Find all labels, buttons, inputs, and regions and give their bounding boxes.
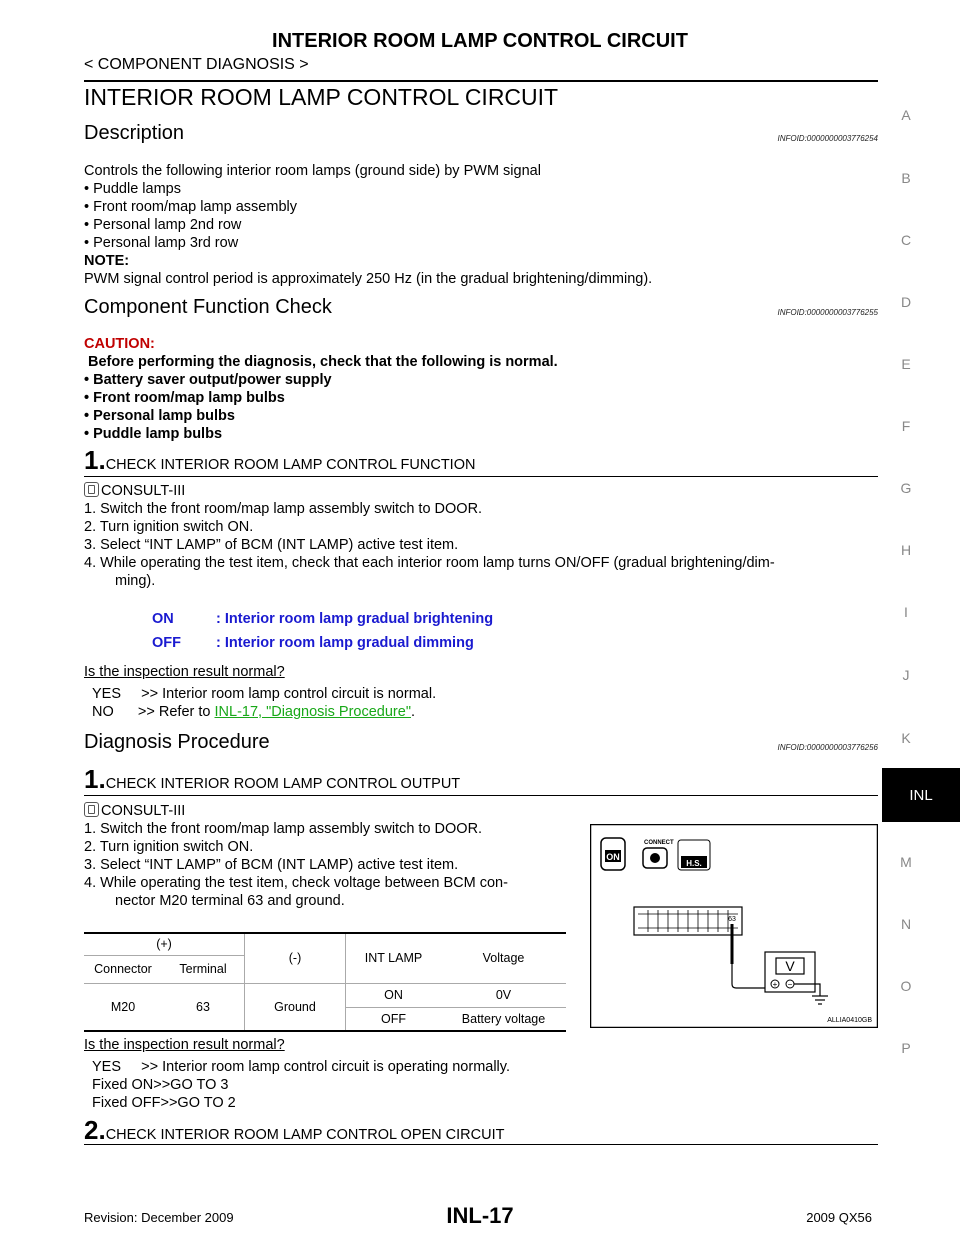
step-title: CHECK INTERIOR ROOM LAMP CONTROL FUNCTION	[105, 457, 476, 473]
caution-line: • Battery saver output/power supply	[84, 372, 332, 388]
table-cell-connector: M20	[84, 983, 162, 1031]
footer-model: 2009 QX56	[806, 1210, 872, 1225]
no-prefix: NO >> Refer to	[92, 704, 215, 720]
table-header-minus: (-)	[245, 933, 346, 983]
description-line: • Personal lamp 3rd row	[84, 235, 239, 251]
caution-line: • Personal lamp bulbs	[84, 408, 235, 424]
main-title: INTERIOR ROOM LAMP CONTROL CIRCUIT	[84, 84, 559, 110]
consult-label: CONSULT-III	[101, 483, 186, 499]
caution-block	[84, 335, 558, 443]
voltage-table	[84, 932, 566, 1032]
consult-icon	[84, 802, 99, 817]
caution-label: CAUTION:	[84, 336, 155, 352]
function-result	[84, 663, 436, 721]
diagnosis-heading: Diagnosis Procedure	[84, 731, 270, 753]
description-line: • Personal lamp 2nd row	[84, 217, 242, 233]
description-line: • Front room/map lamp assembly	[84, 199, 297, 215]
note-text: PWM signal control period is approximately 250 Hz (in the gradual brightening/dimming).	[84, 271, 653, 287]
procedure-item: 1. Switch the front room/map lamp assembly switch to DOOR.	[84, 821, 483, 837]
sidebar-letter-a: A	[901, 107, 911, 123]
table-cell-on-voltage: 0V	[441, 983, 566, 1007]
function-check-heading: Component Function Check	[84, 296, 332, 318]
procedure-item: 2. Turn ignition switch ON.	[84, 519, 254, 535]
sidebar-letter-o: O	[900, 978, 912, 994]
diagnosis-step-2	[84, 1115, 504, 1146]
description-heading: Description	[84, 122, 185, 144]
connector-figure	[590, 824, 878, 1028]
table-cell-off-voltage: Battery voltage	[441, 1007, 566, 1031]
table-cell-terminal: 63	[162, 983, 245, 1031]
function-step-1-body	[84, 482, 775, 590]
consult-icon	[84, 482, 99, 497]
diagnosis-infoid: INFOID:0000000003776256	[777, 743, 878, 752]
no-suffix: .	[410, 704, 416, 720]
sidebar-letter-p: P	[901, 1040, 911, 1056]
hs-text: H.S.	[686, 859, 702, 868]
step-number: 1.	[84, 445, 106, 475]
procedure-item: 3. Select “INT LAMP” of BCM (INT LAMP) active test item.	[84, 537, 459, 553]
description-body	[84, 162, 652, 288]
sidebar-letter-b: B	[901, 170, 911, 186]
sidebar-letter-n: N	[900, 916, 912, 932]
off-spec-label: OFF	[152, 635, 181, 651]
off-spec-text: : Interior room lamp gradual dimming	[216, 635, 474, 651]
table-cell-on: ON	[346, 983, 442, 1007]
inspection-question: Is the inspection result normal?	[84, 1037, 285, 1053]
diagnosis-procedure-link[interactable]: INL-17, "Diagnosis Procedure"	[214, 704, 411, 720]
procedure-item: 4. While operating the test item, check that each interior room lamp turns ON/OFF (gradual brightening/dim-	[84, 555, 775, 571]
sidebar-letter-h: H	[900, 542, 912, 558]
procedure-item: 4. While operating the test item, check voltage between BCM con-	[84, 875, 508, 891]
step-number: 2.	[84, 1115, 106, 1145]
header-rule	[84, 80, 878, 82]
sidebar-letter-m: M	[900, 854, 912, 870]
sidebar-letter-d: D	[900, 294, 912, 310]
sidebar-letter-e: E	[901, 356, 911, 372]
step-rule	[84, 795, 878, 796]
sidebar-letter-f: F	[901, 418, 911, 434]
voltmeter-letter: V	[785, 958, 795, 974]
diagnosis-step-1	[84, 764, 460, 795]
connect-text: CONNECT	[644, 840, 674, 846]
inspection-question: Is the inspection result normal?	[84, 664, 285, 680]
procedure-item: ming).	[115, 573, 156, 589]
consult-label: CONSULT-III	[101, 803, 186, 819]
table-cell-minus: Ground	[245, 983, 346, 1031]
procedure-item: nector M20 terminal 63 and ground.	[115, 893, 345, 909]
procedure-item: 3. Select “INT LAMP” of BCM (INT LAMP) active test item.	[84, 857, 459, 873]
step-number: 1.	[84, 764, 106, 794]
table-header-terminal: Terminal	[162, 955, 245, 983]
function-check-infoid: INFOID:0000000003776255	[777, 308, 878, 317]
meter-minus: −	[787, 980, 793, 989]
caution-line: • Puddle lamp bulbs	[84, 426, 223, 442]
meter-plus: +	[772, 980, 778, 989]
sidebar-letter-c: C	[900, 232, 912, 248]
sidebar-letter-i: I	[904, 604, 908, 620]
table-header-connector: Connector	[84, 955, 162, 983]
diagnosis-result	[84, 1036, 510, 1112]
procedure-item: 2. Turn ignition switch ON.	[84, 839, 254, 855]
function-step-1	[84, 445, 475, 476]
table-cell-off: OFF	[346, 1007, 442, 1031]
sidebar-tab-inl: INL	[882, 768, 960, 822]
connector-diagram	[590, 824, 878, 1028]
page-number: INL-17	[446, 1203, 514, 1228]
sidebar-letter-g: G	[900, 480, 912, 496]
procedure-item: 1. Switch the front room/map lamp assembly switch to DOOR.	[84, 501, 483, 517]
description-line: • Puddle lamps	[84, 181, 181, 197]
on-badge-text: ON	[606, 852, 620, 862]
no-result	[84, 703, 436, 721]
on-spec-text: : Interior room lamp gradual brightening	[216, 611, 494, 627]
note-label: NOTE:	[84, 253, 130, 269]
diagnosis-step-1-body	[84, 802, 508, 910]
yes-result: YES >> Interior room lamp control circuit is operating normally.	[92, 1059, 510, 1075]
fixed-on-result: Fixed ON>>GO TO 3	[92, 1077, 229, 1093]
on-spec-label: ON	[152, 611, 174, 627]
page-header-title: INTERIOR ROOM LAMP CONTROL CIRCUIT	[272, 30, 688, 52]
terminal-63-label: 63	[728, 916, 736, 923]
table-header-int-lamp: INT LAMP	[346, 933, 442, 983]
footer-revision: Revision: December 2009	[84, 1210, 234, 1225]
caution-line: Before performing the diagnosis, check that the following is normal.	[88, 354, 558, 370]
sidebar-letter-k: K	[901, 730, 911, 746]
description-line: Controls the following interior room lamps (ground side) by PWM signal	[84, 163, 541, 179]
step-title: CHECK INTERIOR ROOM LAMP CONTROL OUTPUT	[105, 776, 461, 792]
step-title: CHECK INTERIOR ROOM LAMP CONTROL OPEN CIRCUIT	[105, 1127, 505, 1143]
page-header-subtitle: < COMPONENT DIAGNOSIS >	[84, 56, 309, 73]
yes-result: YES >> Interior room lamp control circuit is normal.	[92, 686, 437, 702]
figure-code: ALLIA0410GB	[827, 1017, 872, 1024]
step-rule	[84, 476, 878, 477]
description-infoid: INFOID:0000000003776254	[777, 134, 878, 143]
step-rule	[84, 1144, 878, 1145]
caution-line: • Front room/map lamp bulbs	[84, 390, 285, 406]
sidebar-letter-j: J	[902, 667, 910, 683]
table-header-plus: (+)	[84, 933, 245, 955]
table-header-voltage: Voltage	[441, 933, 566, 983]
fixed-off-result: Fixed OFF>>GO TO 2	[92, 1095, 236, 1111]
